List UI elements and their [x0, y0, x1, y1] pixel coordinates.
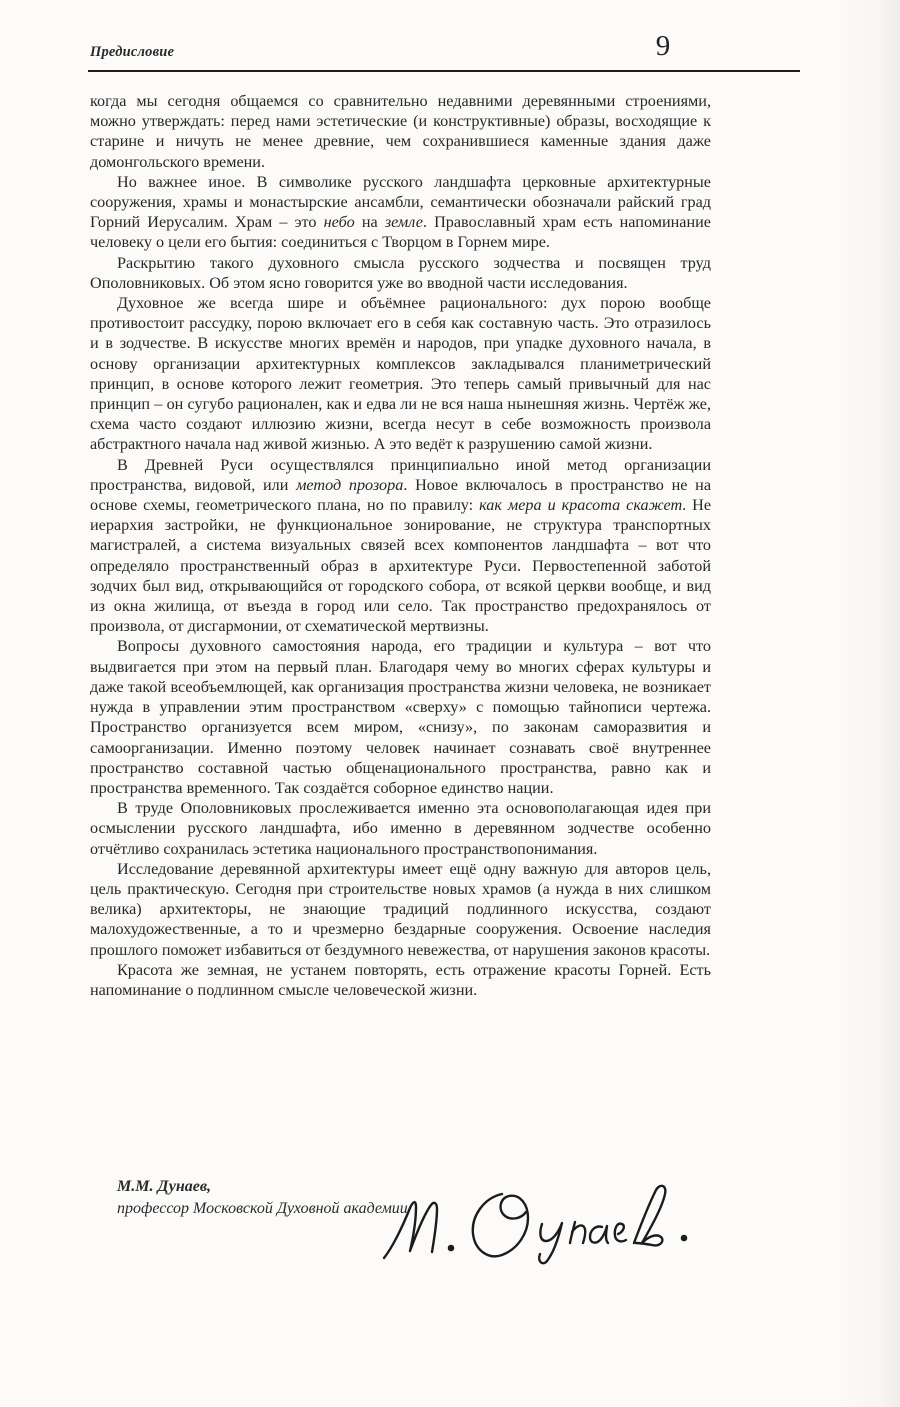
text-run: Исследование деревянной архитектуры имеет ещё одну важную для авторов цель, цель практическую. Сегодня при строительстве новых храмов (а нужда в них слишком велика) архитекторы, не знающие традиций подлинного искусства, создают малохудожественные, а то и чрезмерно бездарные сооружения. Освоение наследия прошлого поможет избавиться от бездумного невежества, от нарушения законов красоты.: [90, 859, 711, 959]
signature-block: [117, 1176, 408, 1220]
text-run: Духовное же всегда шире и объёмнее рационального: дух порою вообще противостоит рассудку, порою включает его в себя как составную часть. Это отразилось и в зодчестве. В искусстве многих времён и народов, при упадке духовного начала, в основу организации архитектурных комплексов закладывался планиметрический принцип, в основе которого лежит геометрия. Это теперь самый привычный для нас принцип – он сугубо рационален, как и едва ли не вся наша нынешняя жизнь. Чертёж же, схема часто создают иллюзию жизни, всегда несут в себе возможность произвола абстрактного начала над живой жизнью. А это ведёт к разрушению самой жизни.: [90, 294, 711, 454]
paragraph: [90, 960, 711, 1000]
text-run: В труде Ополовниковых прослеживается именно эта основополагающая идея при осмыслении русского ландшафта, ибо именно в деревянном зодчестве особенно отчётливо сохранилась эстетика национального пространствопонимания.: [90, 799, 711, 858]
text-run: на: [354, 213, 385, 232]
text-run: . Новое включалось в пространство не на основе схемы, геометрического плана, но по правилу:: [90, 475, 711, 515]
handwritten-signature-strokes: [382, 1182, 692, 1268]
running-title: Предисловие: [90, 44, 175, 60]
paragraph: [90, 293, 711, 455]
paragraph: [90, 91, 711, 172]
page-body: [90, 91, 711, 1000]
paragraph: [90, 253, 711, 293]
page-number: 9: [655, 30, 671, 62]
text-run: . Православный храм есть напоминание человеку о цели его бытия: соединиться с Творцом в Горнем мире.: [90, 213, 711, 252]
italic-run: метод прозора: [296, 475, 404, 494]
paragraph: [90, 859, 711, 960]
paragraph: [90, 798, 711, 859]
italic-run: земле: [384, 213, 423, 232]
paragraph: [90, 636, 711, 798]
text-run: В Древней Руси осуществлялся принципиально иной метод организации пространства, видовой, или: [90, 455, 711, 494]
signature-author-name: М.М. Дунаев,: [117, 1178, 212, 1195]
text-run: Красота же земная, не устанем повторять, есть отражение красоты Горней. Есть напоминание о подлинном смысле человеческой жизни.: [90, 960, 711, 999]
handwritten-signature: [382, 1182, 692, 1268]
text-run: Раскрытию такого духовного смысла русского зодчества и посвящен труд Ополовниковых. Об этом ясно говорится уже во вводной части исследования.: [90, 253, 711, 292]
italic-run: как мера и красота скажет: [479, 496, 683, 515]
paragraph: [90, 455, 711, 637]
italic-run: небо: [323, 213, 355, 232]
text-run: Вопросы духовного самостояния народа, его традиции и культура – вот что выдвигается при этом на первый план. Благодаря чему во многих сферах культуры и даже такой всеобъемлющей, как организация пространства жизни человека, не возникает нужда в управлении этим пространством «сверху» с помощью тайнописи чертежа. Пространство организуется всем миром, «снизу», по законам саморазвития и самоорганизации. Именно поэтому человек начинает сознавать своё внутреннее пространство составной частью общенационального пространства, равно как и пространства временного. Так создаётся соборное единство нации.: [90, 637, 711, 797]
text-run: когда мы сегодня общаемся со сравнительно недавними деревянными строениями, можно утверждать: перед нами эстетические (и конструктивные) образы, восходящие к старине и ничуть не менее древние, чем сохранившиеся каменные здания даже домонгольского времени.: [90, 92, 711, 171]
text-run: Но важнее иное. В символике русского ландшафта церковные архитектурные сооружения, храмы и монастырские ансамбли, семантически обозначали райский град Горний Иерусалим. Храм – это: [90, 172, 711, 232]
header-rule: [88, 70, 800, 72]
signature-author-title: профессор Московской Духовной академии: [117, 1200, 408, 1217]
text-run: . Не иерархия застройки, не функциональное зонирование, не структура транспортных магистралей, а система визуальных связей всех компонентов ландшафта – вот что определяло пространственный образ в архитектуре Руси. Первостепенной заботой зодчих был вид, открывающийся от городского собора, от всякой церкви вообще, и вид из окна жилища, от въезда в город или село. Так пространство предохранялось от произвола, от дисгармонии, от схематической мертвизны.: [90, 496, 712, 636]
paragraph: [90, 172, 711, 253]
